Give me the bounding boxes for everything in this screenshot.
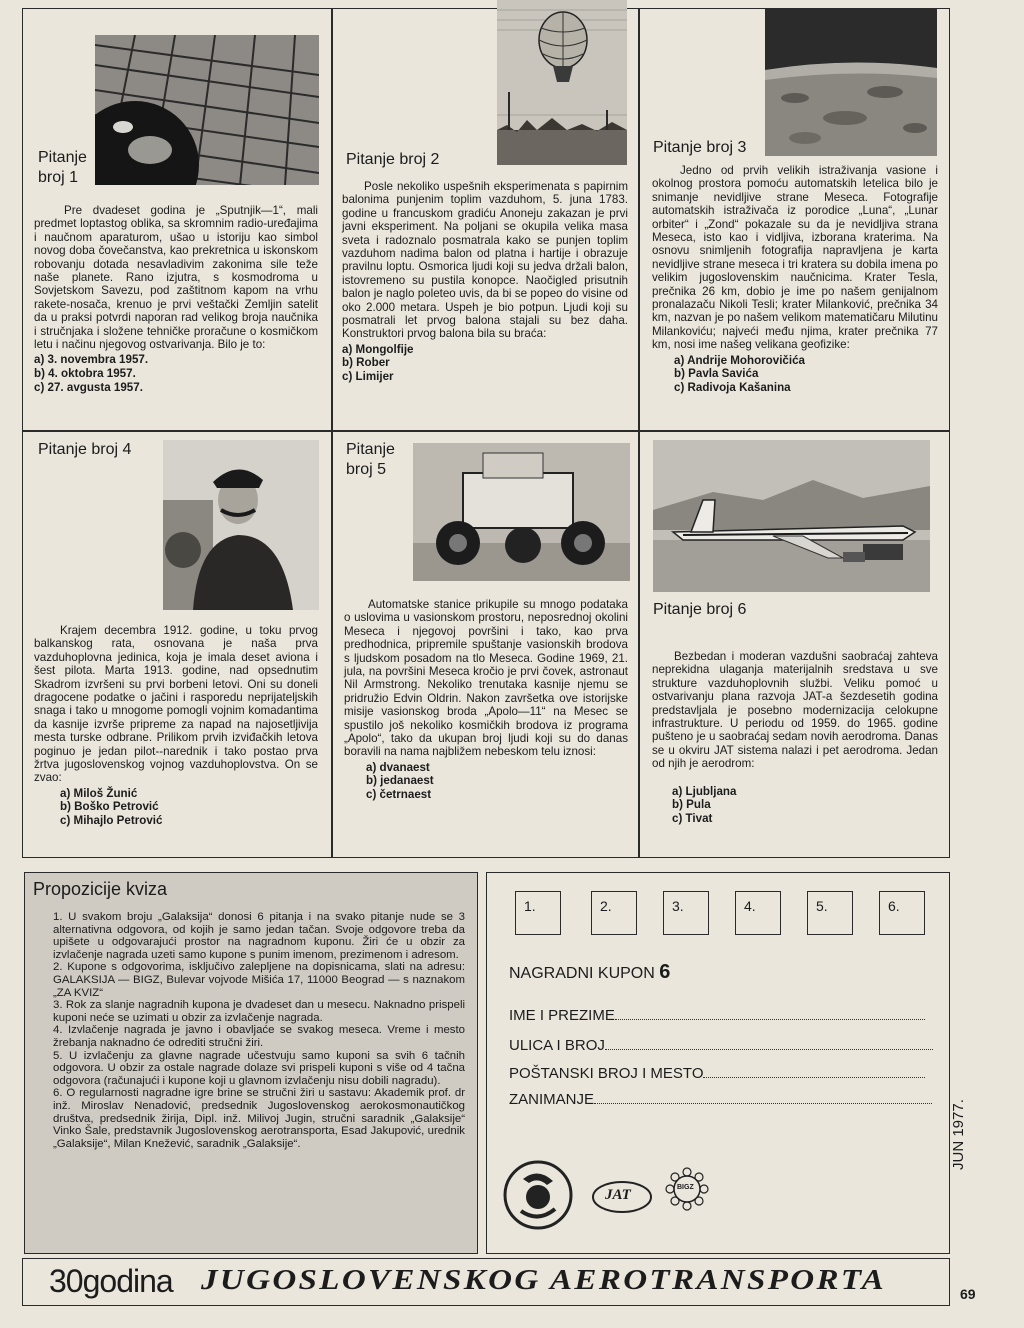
quiz-rules-box [24, 872, 478, 1254]
answer-box-4-label: 4. [744, 898, 756, 914]
answer-box-3[interactable] [663, 891, 709, 935]
question-3-answer-a: a) Andrije Mohorovičića [674, 353, 805, 367]
question-2-title: Pitanje broj 2 [346, 151, 440, 168]
question-5-text: Automatske stanice prikupile su mnogo podataka o uslovima u vasionskom prostoru, neposrednoj okolini Meseca i njegovoj površini i tako, kao prva predhodnica, pripremile spuštanje vasionskih brodova s ljudskom posadom na tlo Meseca. Godine 1969, 21. jula, na površini Meseca kročio je prvi čovek, astronaut Nil Armstrong. Nekoliko trenutaka kasnije njemu se pridružio Edvin Oldrin. Nakon završetka ove istorijske misije vasionskog broda „Apolo—11“ na Mesec se spustilo još nekoliko kosmičkih brodova iz programa „Apolo“, tako da ukupan broj ljudi koji su do danas boravili na nama najbližem nebeskom telu iznosi: [344, 598, 628, 759]
question-1-title-line2: broj 1 [38, 169, 79, 186]
aerospace-emblem-icon [503, 1159, 573, 1231]
jat-logo-text: JAT [605, 1187, 631, 1203]
question-1-title [38, 148, 98, 188]
question-2-text: Posle nekoliko uspešnih eksperimenata s papirnim balonima punjenim toplim vazduhom, 5. juna 1783. godine u francuskom gradiću Anoneju zakazan je prvi javni eksperiment. Na poljani se okupila velika masa sveta i radoznalo posmatrala kako se punjen toplim vazduhom nadima balon od platna i hartije i obrazuje pravilnu loptu. Osmorica ljudi koji su jedva držali balon, istovremeno su pustila konopce. Naočigled prisutnih balon je naglo poleteo uvis, da bi se popeo do visine od oko 2.000 metara. Uspeh je bio potpun. Ljudi koji su posmatrali let prvog balona stajali su bez daha. Konstruktori prvog balona bila su braća: [342, 180, 628, 341]
issue-date: JUN 1977. [950, 1099, 967, 1170]
question-5-answer-a: a) dvanaest [366, 760, 430, 774]
question-6-title: Pitanje broj 6 [653, 601, 747, 618]
bigz-logo-text: BIGZ [677, 1184, 694, 1191]
question-4-title: Pitanje broj 4 [38, 441, 132, 458]
question-5-block [344, 598, 628, 802]
question-3-answer-c: c) Radivoja Kašanina [674, 380, 791, 394]
question-5-answer-b: b) jedanaest [366, 774, 434, 788]
answer-box-5-label: 5. [816, 898, 828, 914]
question-2-answer-b: b) Rober [342, 356, 390, 370]
column-divider-1 [331, 8, 333, 858]
bottom-banner [22, 1258, 950, 1306]
question-3-block [652, 164, 938, 394]
question-2-answers [342, 343, 628, 384]
question-5-title-line2: broj 5 [346, 461, 387, 478]
postal-field-label: POŠTANSKI BROJ I MESTO [509, 1065, 704, 1082]
answer-box-1[interactable] [515, 891, 561, 935]
quiz-rule-2: 2. Kupone s odgovorima, isključivo zalepljene na dopisnicama, slati na adresu: GALAKSIJA — BIGZ, Bulevar vojvode Mišića 17, 11000 Beograd — s naznakom „ZA KVIZ“ [53, 961, 465, 999]
question-5-answers [366, 761, 628, 802]
question-3-answers [674, 354, 938, 395]
answer-box-3-label: 3. [672, 898, 684, 914]
question-1-answer-b: b) 4. oktobra 1957. [34, 367, 136, 381]
question-6-block [652, 650, 938, 825]
occupation-field-label: ZANIMANJE [509, 1091, 595, 1108]
question-5-answer-c: c) četrnaest [366, 788, 432, 802]
lunar-rover-photo [413, 443, 630, 581]
banner-years: 30godina [49, 1263, 173, 1299]
prize-coupon [486, 872, 950, 1254]
question-4-answers [60, 787, 318, 828]
coupon-title [509, 961, 670, 984]
question-4-answer-b: b) Boško Petrović [60, 800, 159, 814]
coupon-title-text: NAGRADNI KUPON [509, 965, 655, 982]
pilot-photo [163, 440, 319, 610]
answer-box-2-label: 2. [600, 898, 612, 914]
jat-airplane-photo [653, 440, 930, 592]
question-1-answers [34, 353, 318, 394]
quiz-rules-text [53, 911, 465, 1150]
question-2-answer-c: c) Limijer [342, 370, 394, 384]
question-6-answer-c: c) Tivat [672, 811, 713, 825]
question-1-answer-a: a) 3. novembra 1957. [34, 353, 149, 367]
street-field[interactable] [509, 1037, 933, 1054]
question-4-text: Krajem decembra 1912. godine, u toku prvog balkanskog rata, osnovana je naša prva vazduhoplovna jedinica, koja je imala deset aviona i šest pilota. Marta 1913. godine, nad opsednutim Skadrom izvršeni su prvi borbeni letovi. Oni su doneli dragocene podatke o jačini i rasporedu neprijateljskih snaga i tako u mnogome pomogli vojnim komadantima da kasnije izvrše pripreme za napad na najosetljivija mesta turske odbrane. Prilikom prvih izviđačkih letova poginuo je jedan pilot--narednik i tako postao prva žrtva jugoslovenskog vojnog vazduhoplovstva. On se zvao: [34, 624, 318, 785]
question-1-block [34, 204, 318, 394]
postal-field[interactable] [509, 1065, 925, 1082]
question-6-answers [672, 785, 938, 826]
quiz-rule-3: 3. Rok za slanje nagradnih kupona je dvadeset dan u mesecu. Naknadno prispeli kuponi neće se uzimati u obzir za izvlačenje nagrada. [53, 999, 465, 1024]
answer-box-6[interactable] [879, 891, 925, 935]
question-4-block [34, 624, 318, 828]
answer-box-4[interactable] [735, 891, 781, 935]
quiz-rule-1: 1. U svakom broju „Galaksija“ donosi 6 pitanja i na svako pitanje nude se 3 alternativna odgovora, od kojih je samo jedan tačan. Svoje odgovore treba da upišete u odgovarajući prostor na nagradnom kuponu. Žiri će u obzir za izvlačenje nagrada uzeti samo kupone s punim imenom, prezimenom i adresom. [53, 911, 465, 961]
banner-slogan: JUGOSLOVENSKOG AEROTRANSPORTA [201, 1265, 887, 1296]
quiz-rule-6: 6. O regularnosti nagradne igre brine se stručni žiri u sastavu: Akademik prof. dr inž. Miroslav Nenadović, predsednik Jugoslovenskog aerokosmonautičkog društva, predsednik žirija, Dipl. inž. Milivoj Jugin, stručni saradnik „Galaksije“ Vinko Šale, predstavnik Jugoslovenskog aerotransporta, Esad Jakupović, urednik „Galaksije“, Milan Knežević, saradnik „Galaksije“. [53, 1087, 465, 1150]
bigz-logo [665, 1167, 709, 1211]
question-3-text: Jedno od prvih velikih istraživanja vasione i okolnog prostora pomoću automatskih letelica bilo je snimanje nevidljive strane Meseca. Fotografije automatskih istraživača iz porodice „Luna“, „Lunar orbiter“ i „Zond“ pokazale su da je nevidljiva strana Meseca, isto kao i vidljiva, izborana kraterima. Na osnovu snimljenih fotografija napravljena je karta nevidljive strane meseca i tri kratera su dobila imena po velikim jugoslovenskim naučnicima. Krater Tesla, prečnika 26 km, dobio je ime po našem genijalnom pronalazaču Nikoli Tesli; krater Milanković, prečnika 34 km, nazvan je po našem velikom matematičaru Milutinu Milankoviću; najveći među njima, krater prečnika 77 km, nosi ime našeg velikana geofizike: [652, 164, 938, 352]
moon-surface-photo [765, 8, 937, 156]
question-4-answer-a: a) Miloš Žunić [60, 786, 138, 800]
quiz-rules-title: Propozicije kviza [33, 879, 168, 899]
question-1-text: Pre dvadeset godina je „Sputnjik—1“, mali predmet loptastog oblika, sa skromnim radio-uređajima i naučnom aparaturom, ušao u istoriju kao simbol novog doba čovečanstva, kao prekretnica u iskonskom robovanju dotada nesavladivim zakonima sile teže naše planete. Rano izjutra, s kosmodroma u Sovjetskom Savezu, pod zaštitnom kapom na vrhu rakete-nosača, krenuo je prvi veštački Zemljin satelit da u praksi potvrdi naporan rad velikog broja naučnika i stručnjaka i složene tehničke proračune o kosmičkom letu i načinu njegovog ostvarivanja. Bilo je to: [34, 204, 318, 352]
sputnik-photo [95, 35, 319, 185]
occupation-field[interactable] [509, 1091, 932, 1108]
name-field-label: IME I PREZIME [509, 1007, 615, 1024]
question-6-text: Bezbedan i moderan vazdušni saobraćaj zahteva neprekidna ulaganja materijalnih sredstava u sve strukture vazduhoplovnih službi. Veliku pomoć u ostvarivanju plana razvoja JAT-a šezdesetih godina predstavljala je posebno modernizacija celokupne infrastrukture. U periodu od 1959. do 1965. godine pušteno je u saobraćaj sedam novih aerodroma. Danas se u okviru JAT sistema nalazi i pet aerodroma. Jedan od njih je aerodrom: [652, 650, 938, 771]
answer-box-2[interactable] [591, 891, 637, 935]
balloon-illustration [497, 0, 627, 165]
answer-box-5[interactable] [807, 891, 853, 935]
coupon-number: 6 [659, 961, 671, 983]
quiz-rule-4: 4. Izvlačenje nagrada je javno i obavljaće se svakog meseca. Vreme i mesto žrebanja naknadno će odrediti stručni žiri. [53, 1024, 465, 1049]
street-field-label: ULICA I BROJ [509, 1037, 605, 1054]
question-5-title [346, 440, 395, 480]
question-5-title-line1: Pitanje [346, 441, 395, 458]
question-2-block [342, 180, 628, 384]
answer-box-1-label: 1. [524, 898, 536, 914]
page-number: 69 [960, 1286, 976, 1302]
answer-box-6-label: 6. [888, 898, 900, 914]
question-1-answer-c: c) 27. avgusta 1957. [34, 380, 143, 394]
quiz-rule-5: 5. U izvlačenju za glavne nagrade učestvuju samo kuponi sa svih 6 tačnih odgovora. U obzir za ostale nagrade dolaze svi prispeli kuponi s više od 4 tačna odgovora (računajući i kupone koji u glavnom izvlačenju nisu dobili nagradu). [53, 1049, 465, 1087]
row-divider [22, 430, 950, 432]
question-1-title-line1: Pitanje [38, 149, 87, 166]
question-4-answer-c: c) Mihajlo Petrović [60, 814, 163, 828]
question-6-answer-a: a) Ljubljana [672, 784, 737, 798]
column-divider-2 [638, 8, 640, 858]
question-3-title: Pitanje broj 3 [653, 139, 747, 156]
question-3-answer-b: b) Pavla Savića [674, 367, 759, 381]
name-field[interactable] [509, 1007, 925, 1024]
question-2-answer-a: a) Mongolfije [342, 342, 414, 356]
jat-logo [591, 1179, 653, 1215]
question-6-answer-b: b) Pula [672, 798, 711, 812]
